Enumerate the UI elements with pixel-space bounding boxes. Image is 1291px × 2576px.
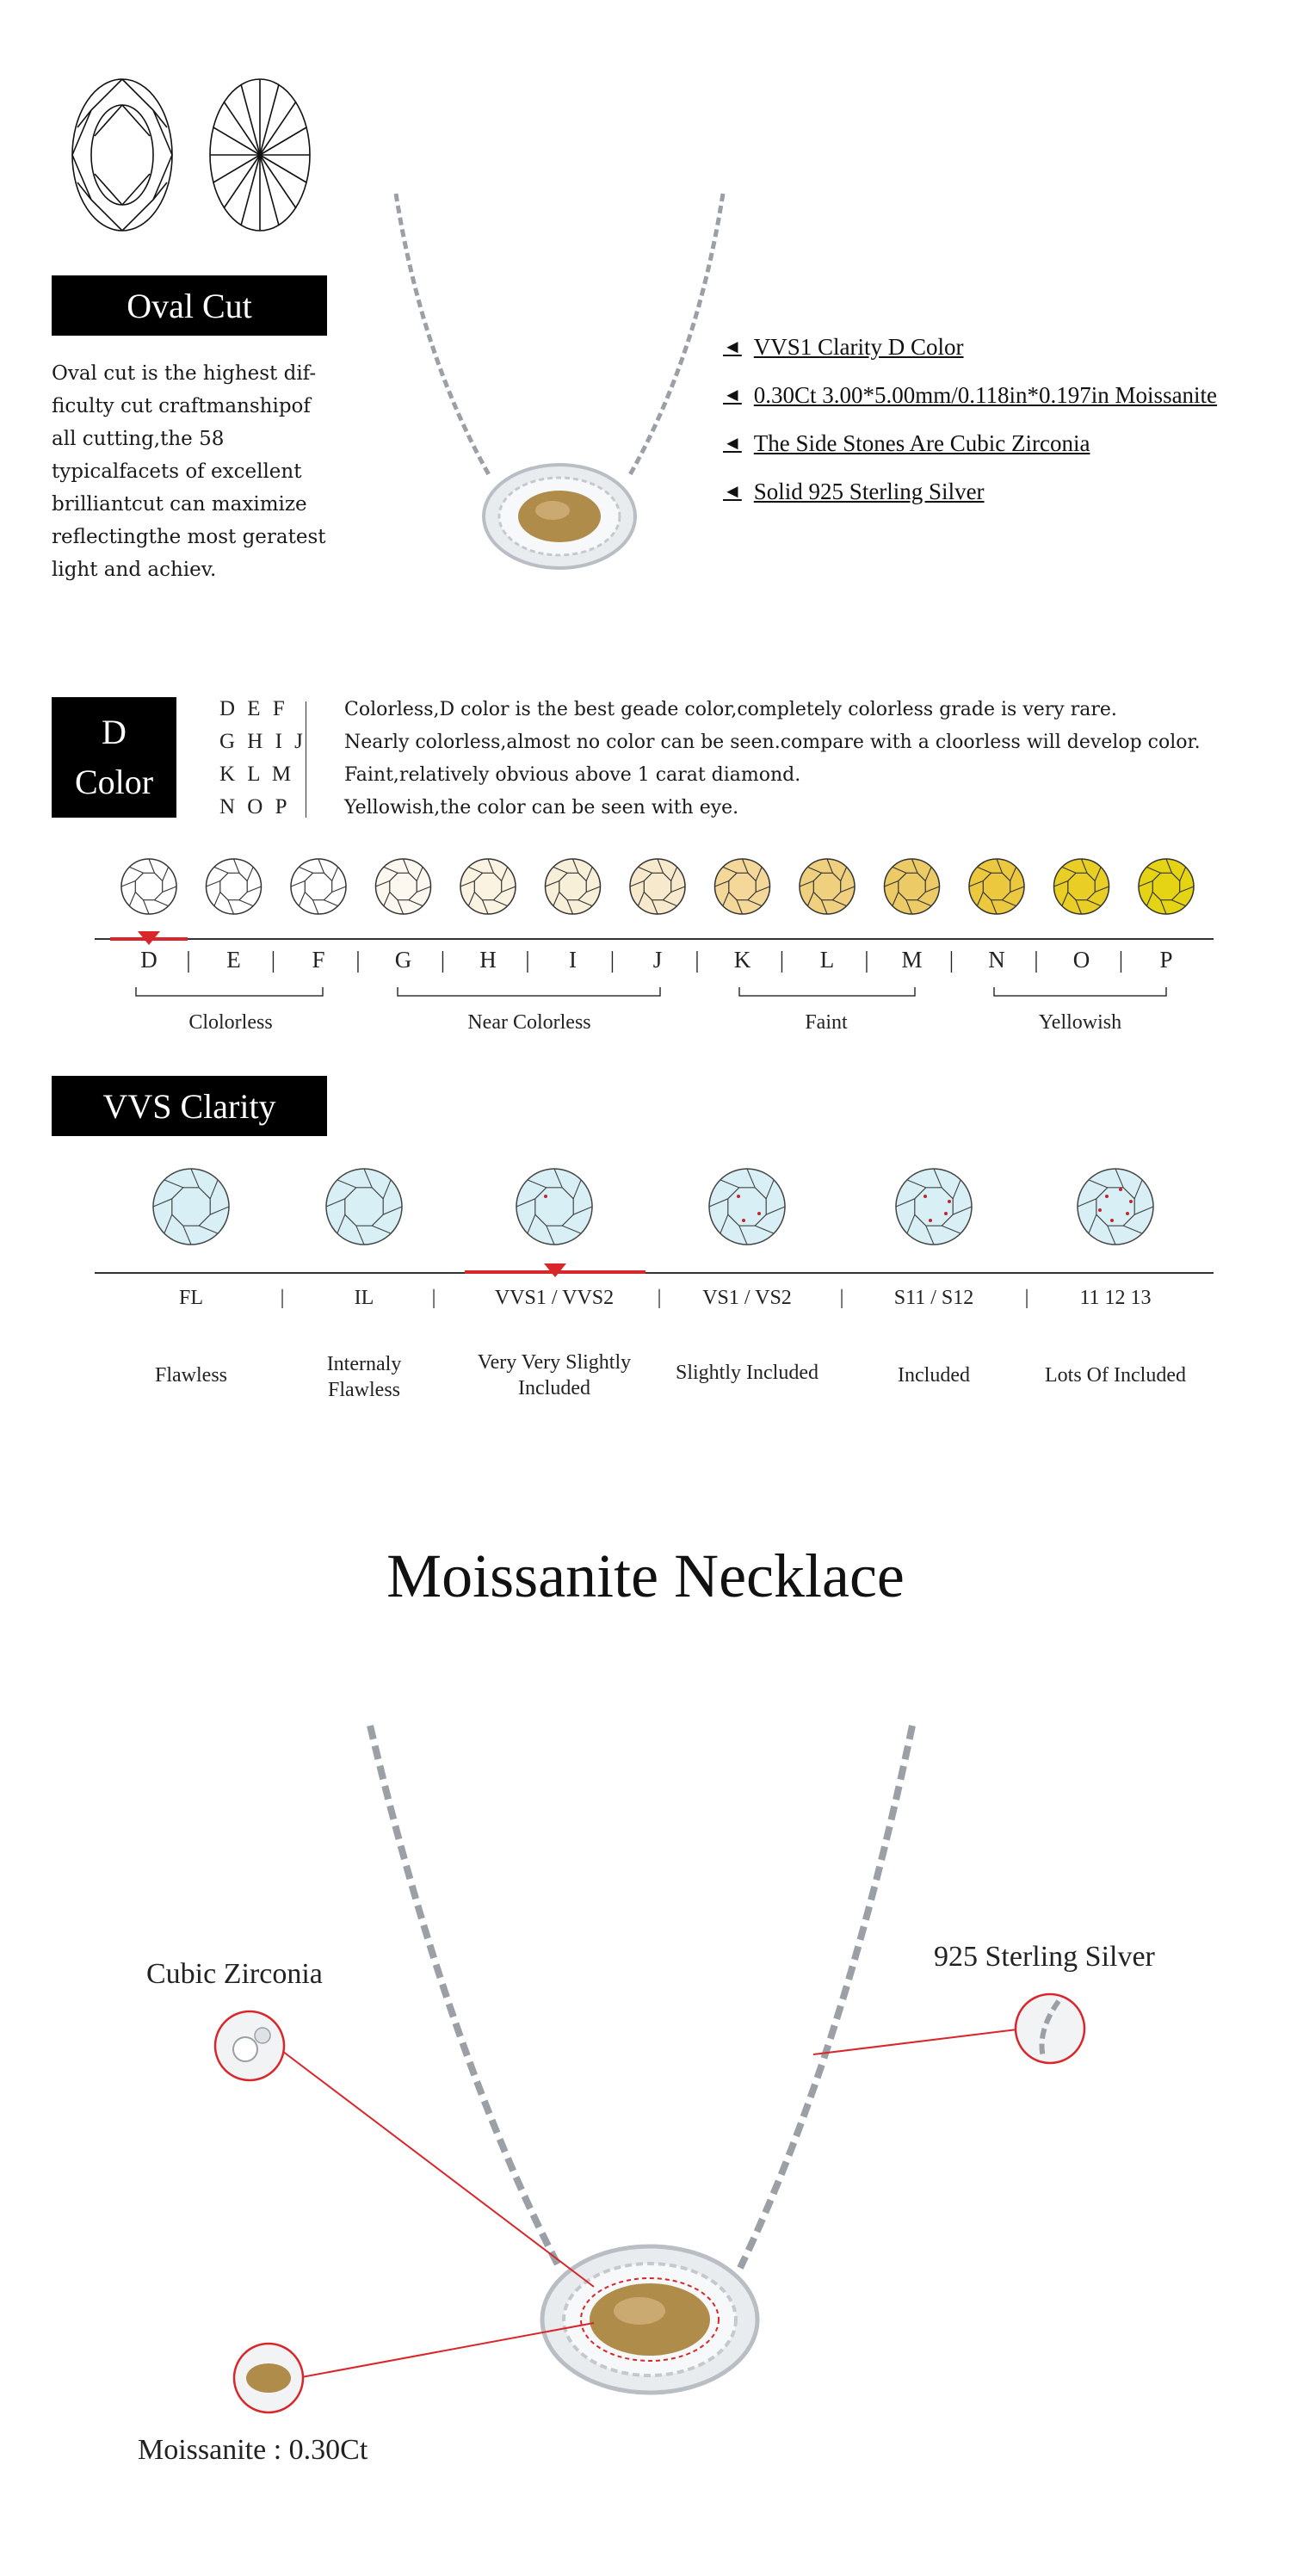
feature-item xyxy=(723,467,1217,516)
clarity-name: Very Very Slightly Included xyxy=(477,1351,632,1399)
color-group-label: Near Colorless xyxy=(467,1011,591,1034)
triangle-left-icon: ◄ xyxy=(723,480,742,502)
oval-cut-description: Oval cut is the highest dif-ficulty cut craftmanshipof all cutting,the 58 typicalfacets of excellent brilliantcut can maximize reflectingthe most geratest light and achiev. xyxy=(52,362,326,581)
d-color-row-desc: Colorless,D color is the best geade color,completely colorless grade is very rare. xyxy=(344,698,1117,720)
color-scale-separator: | xyxy=(270,947,276,973)
color-scale-letter: I xyxy=(569,947,577,973)
d-color-table xyxy=(219,693,1201,824)
oval-cut-title-text: Oval Cut xyxy=(127,286,252,325)
color-scale-letter: G xyxy=(394,947,412,973)
callout-moissanite: Moissanite : 0.30Ct xyxy=(138,2434,368,2466)
clarity-code: FL xyxy=(178,1287,203,1309)
chain-left xyxy=(396,194,491,478)
color-group-brackets xyxy=(0,985,1291,1003)
chain-right xyxy=(628,194,723,478)
d-color-badge-line1: D xyxy=(102,713,127,751)
color-gem-icon xyxy=(969,859,1024,914)
d-color-row-desc: Yellowish,the color can be seen with eye. xyxy=(344,796,739,819)
clarity-name: Flawless xyxy=(155,1364,227,1387)
color-selected-marker-icon xyxy=(136,930,162,947)
d-color-row-grades: D E F xyxy=(219,697,288,720)
feature-item xyxy=(723,371,1217,419)
color-scale-separator: | xyxy=(440,947,446,973)
color-gem-icon xyxy=(1054,859,1109,914)
clarity-gem-icon xyxy=(896,1169,972,1245)
necklace-title: Moissanite Necklace xyxy=(386,1541,905,1610)
color-scale-letter: H xyxy=(479,947,497,973)
zircon-zoom-icon xyxy=(215,2011,284,2080)
moissanite-zoom-icon xyxy=(234,2344,303,2412)
color-gem-icon xyxy=(1139,859,1194,914)
feature-text: Solid 925 Sterling Silver xyxy=(753,478,985,504)
d-color-badge xyxy=(52,697,176,818)
color-scale-letter: K xyxy=(733,947,751,973)
d-color-row xyxy=(219,693,1201,726)
clarity-gem-icon xyxy=(516,1169,592,1245)
color-gem-icon xyxy=(800,859,855,914)
color-gem-icon xyxy=(630,859,685,914)
color-gem-icon xyxy=(715,859,770,914)
color-gem-icon xyxy=(546,859,601,914)
color-scale-letter: O xyxy=(1072,947,1090,973)
color-gem-icon xyxy=(291,859,346,914)
d-color-row-grades: N O P xyxy=(219,795,291,819)
color-scale-letter: J xyxy=(652,947,663,973)
clarity-name: Internaly Flawless xyxy=(326,1353,402,1401)
clarity-gem-icon xyxy=(326,1169,402,1245)
clarity-code: IL xyxy=(354,1287,374,1309)
clarity-code: S11 / S12 xyxy=(893,1287,974,1309)
clarity-selected-marker-icon xyxy=(542,1262,568,1279)
oval-cut-top-view-icon xyxy=(72,79,172,231)
color-scale-separator: | xyxy=(609,947,615,973)
clarity-separator: | xyxy=(839,1287,844,1309)
vvs-clarity-title-text: VVS Clarity xyxy=(102,1086,276,1126)
d-color-row-desc: Nearly colorless,almost no color can be seen.compare with a cloorless will develop color. xyxy=(344,731,1201,753)
clarity-gem-icon xyxy=(1078,1169,1153,1245)
feature-text: 0.30Ct 3.00*5.00mm/0.118in*0.197in Moissanite xyxy=(753,381,1218,408)
color-scale-letters xyxy=(0,947,1291,981)
color-group-label: Clolorless xyxy=(188,1011,273,1034)
chain-left xyxy=(370,1726,559,2268)
color-scale-separator: | xyxy=(1034,947,1039,973)
color-gem-icon xyxy=(207,859,262,914)
callout-cubic-zirconia: Cubic Zirconia xyxy=(146,1958,323,1990)
color-gem-icon xyxy=(885,859,940,914)
necklace-detail-image xyxy=(0,1708,1291,2526)
feature-list xyxy=(723,323,1217,516)
color-scale-separator: | xyxy=(695,947,700,973)
oval-cut-title xyxy=(52,275,327,336)
d-color-badge-line2: Color xyxy=(74,763,154,801)
clarity-code: 11 12 13 xyxy=(1079,1287,1152,1309)
necklace-thumbnail xyxy=(387,185,732,598)
color-scale-letter: P xyxy=(1159,947,1173,973)
color-scale-letter: M xyxy=(901,947,923,973)
color-scale-separator: | xyxy=(864,947,869,973)
color-gem-icon xyxy=(460,859,516,914)
d-color-row xyxy=(219,726,1201,758)
color-scale-separator: | xyxy=(186,947,191,973)
color-scale-separator: | xyxy=(1118,947,1124,973)
color-scale-letter: L xyxy=(819,947,835,973)
callout-sterling-silver: 925 Sterling Silver xyxy=(934,1941,1155,1973)
clarity-name: Lots Of Included xyxy=(1045,1364,1186,1387)
clarity-gem-icon xyxy=(709,1169,785,1245)
color-scale-separator: | xyxy=(779,947,785,973)
triangle-left-icon: ◄ xyxy=(723,432,742,454)
feature-text: The Side Stones Are Cubic Zirconia xyxy=(753,429,1090,456)
oval-cut-diagrams xyxy=(69,76,327,239)
d-color-row-grades: G H I J xyxy=(219,730,306,753)
d-color-row-desc: Faint,relatively obvious above 1 carat diamond. xyxy=(344,763,801,786)
clarity-name: Included xyxy=(898,1364,970,1387)
clarity-separator: | xyxy=(280,1287,285,1309)
color-scale-letter: N xyxy=(988,947,1005,973)
clarity-code: VS1 / VS2 xyxy=(702,1287,792,1309)
feature-item xyxy=(723,419,1217,467)
triangle-left-icon: ◄ xyxy=(723,336,742,357)
oval-cut-pavilion-icon xyxy=(210,79,310,231)
color-gem-row xyxy=(0,848,1291,925)
feature-text: VVS1 Clarity D Color xyxy=(753,333,964,360)
color-scale-line xyxy=(95,938,1214,940)
color-scale-separator: | xyxy=(355,947,361,973)
color-scale-letter: E xyxy=(226,947,241,973)
clarity-gem-row xyxy=(0,1164,1291,1250)
color-group-label: Yellowish xyxy=(1038,1011,1122,1034)
color-gem-icon xyxy=(121,859,176,914)
clarity-code: VVS1 / VVS2 xyxy=(494,1287,615,1309)
color-scale-letter: D xyxy=(140,947,158,973)
triangle-left-icon: ◄ xyxy=(723,384,742,405)
d-color-row-grades: K L M xyxy=(219,763,295,786)
feature-item xyxy=(723,323,1217,371)
clarity-gem-icon xyxy=(153,1169,229,1245)
clarity-name: Slightly Included xyxy=(676,1362,818,1384)
vvs-clarity-title xyxy=(52,1076,327,1136)
clarity-separator: | xyxy=(657,1287,662,1309)
d-color-row xyxy=(219,758,1201,791)
clarity-scale-line xyxy=(95,1272,1214,1274)
clarity-separator: | xyxy=(431,1287,436,1309)
silver-zoom-icon xyxy=(1016,1994,1084,2063)
clarity-separator: | xyxy=(1024,1287,1029,1309)
chain-right xyxy=(740,1726,912,2268)
color-scale-separator: | xyxy=(948,947,954,973)
color-group-label: Faint xyxy=(805,1011,848,1034)
color-scale-letter: F xyxy=(312,947,325,973)
d-color-row xyxy=(219,791,1201,824)
color-gem-icon xyxy=(376,859,431,914)
color-scale-separator: | xyxy=(525,947,530,973)
